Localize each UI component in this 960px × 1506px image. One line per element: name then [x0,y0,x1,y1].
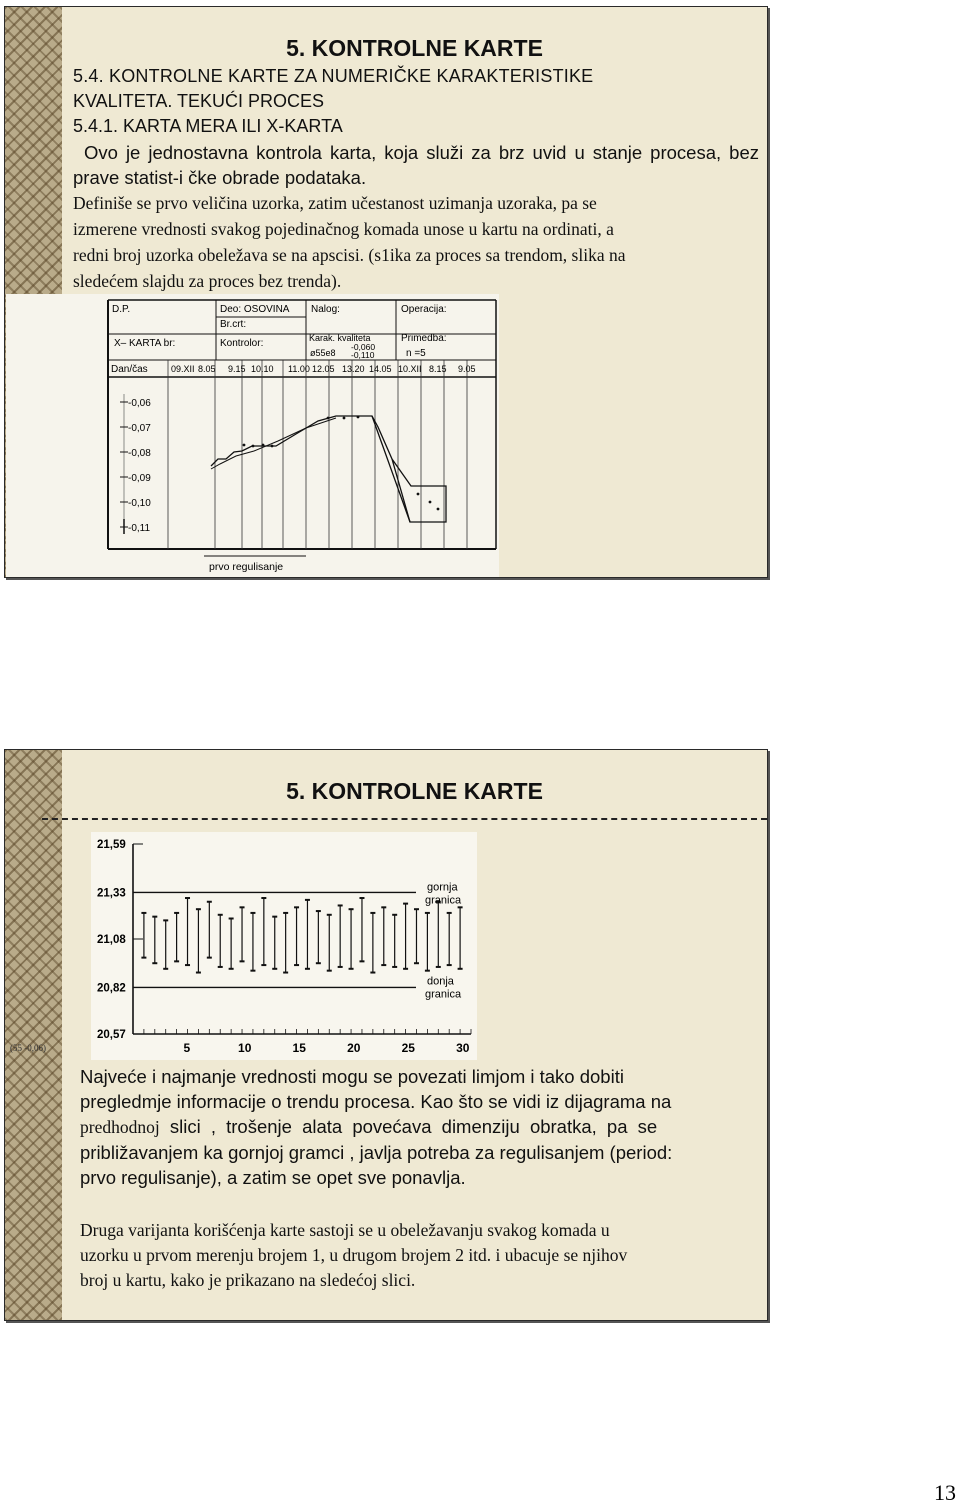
time-label: 9.05 [458,364,476,374]
y-tick-label: 20,82 [97,982,126,995]
x-tick-label: 20 [347,1041,361,1055]
paragraph-line-2: pregledmje informacije o trendu procesa. Kao što se vidi iz dijagrama na [80,1091,672,1112]
y-tick-label: 21,33 [97,887,126,900]
y-tick-label: -0,07 [128,423,151,434]
x-tick-label: 30 [456,1041,470,1055]
y-tick-label: -0,08 [128,448,151,459]
slide-2 [4,749,768,1321]
paragraph-line-5: prvo regulisanje), a zatim se opet sve ponavlja. [80,1167,466,1188]
paragraph-word-predhodnoj: predhodnoj [80,1117,160,1137]
section-subheading: KVALITETA. TEKUĆI PROCES [73,91,325,111]
subsection-heading: 5.4.1. KARTA MERA ILI X-KARTA [73,116,343,136]
decorative-strip [5,750,62,1320]
time-label: 10.10 [251,364,274,374]
paragraph-line-3-rest: slici , trošenje alata povećava dimenziju obratka, pa se [159,1116,658,1137]
dim-label: ø55e8 [310,348,336,358]
y-tick-label: -0,11 [128,523,151,534]
control-chart-image [91,832,477,1060]
intro-paragraph: Ovo je jednostavna kontrola karta, koja služi za brz uvid u stanje procesa, bez prave statist-i čke obrade podataka. [73,142,759,188]
y-tick-label: 21,08 [97,934,126,946]
deo-label: Deo: OSOVINA [220,304,290,315]
upper-limit-label: granica [425,894,462,907]
operacija-label: Operacija: [401,304,447,315]
dancas-label: Dan/čas [111,364,148,375]
variant-line-3: broj u kartu, kako je prikazano na sledećoj slici. [80,1270,416,1290]
variant-line-1: Druga varijanta korišćenja karte sastoji se u obeležavanju svakog komada u [80,1220,610,1240]
x-tick-label: 5 [183,1041,191,1055]
definition-line-1: Definiše se prvo veličina uzorka, zatim učestanost uzimanja uzoraka, pa se [73,193,597,213]
nalog-label: Nalog: [311,304,340,315]
slide-title: 5. KONTROLNE KARTE [286,35,543,61]
lower-limit-label: granica [425,988,462,1001]
variant-line-2: uzorku u prvom merenju brojem 1, u drugom brojem 2 itd. i ubacuje se njihov [80,1245,628,1265]
slide-title: 5. KONTROLNE KARTE [286,778,543,804]
x-tick-label: 15 [292,1041,306,1055]
control-chart [91,832,477,1060]
time-label: 8.05 [198,364,216,374]
tol-top: -0,060 [351,342,376,352]
time-label: 12.05 [312,364,335,374]
paragraph-line-1: Najveće i najmanje vrednosti mogu se povezati limjom i tako dobiti [80,1066,624,1087]
lower-limit-label: donja [427,975,454,988]
time-label: 09.XII [171,364,195,374]
dp-label: D.P. [112,304,131,315]
time-label: 14.05 [369,364,392,374]
x-tick-label: 10 [238,1041,252,1055]
paragraph-line-3 [80,1114,759,1140]
margin-note: (55 -0,06) [10,1043,46,1053]
time-label: 10.XII [398,364,422,374]
time-label: 8.15 [429,364,447,374]
slide-content [10,750,767,1320]
page-number: 13 [934,1480,956,1505]
footer-label: prvo regulisanje [209,561,284,573]
slide-content [62,7,767,577]
x-chart-form-image [6,294,499,577]
y-tick-label: -0,10 [128,498,151,509]
slide-1 [4,6,768,578]
x-tick-label: 25 [401,1041,415,1055]
time-label: 11.00 [288,364,310,374]
definition-line-3: redni broj uzorka obeležava se na apscisi. (s1ika za proces sa trendom, slika na [73,245,626,265]
n-label: n =5 [406,348,426,359]
definition-line-4: sledećem slajdu za proces bez trenda). [73,271,342,291]
y-tick-label: 21,59 [97,839,126,851]
karak-label: Karak. kvaliteta [309,333,371,343]
primedba-label: Primedba: [401,333,447,344]
brcrt-label: Br.crt: [220,319,247,330]
xkarta-label: X– KARTA br: [114,338,176,349]
paragraph-line-4: približavanjem ka gornjoj gramci , javlja potreba za regulisanjem (period: [80,1142,673,1163]
definition-line-2: izmerene vrednosti svakog pojedinačnog komada unose u kartu na ordinati, a [73,219,614,239]
y-tick-label: -0,09 [128,473,151,484]
title-divider [42,818,767,824]
upper-limit-label: gornja [427,881,458,894]
kontrolor-label: Kontrolor: [220,338,264,349]
section-heading: 5.4. KONTROLNE KARTE ZA NUMERIČKE KARAKTERISTIKE [73,66,594,86]
time-label: 9.15 [228,364,246,374]
x-chart-form [6,294,499,577]
y-tick-label: -0,06 [128,398,151,409]
tol-bot: -0,110 [351,350,375,360]
y-tick-label: 20,57 [97,1029,126,1041]
time-label: 13.20 [342,364,365,374]
